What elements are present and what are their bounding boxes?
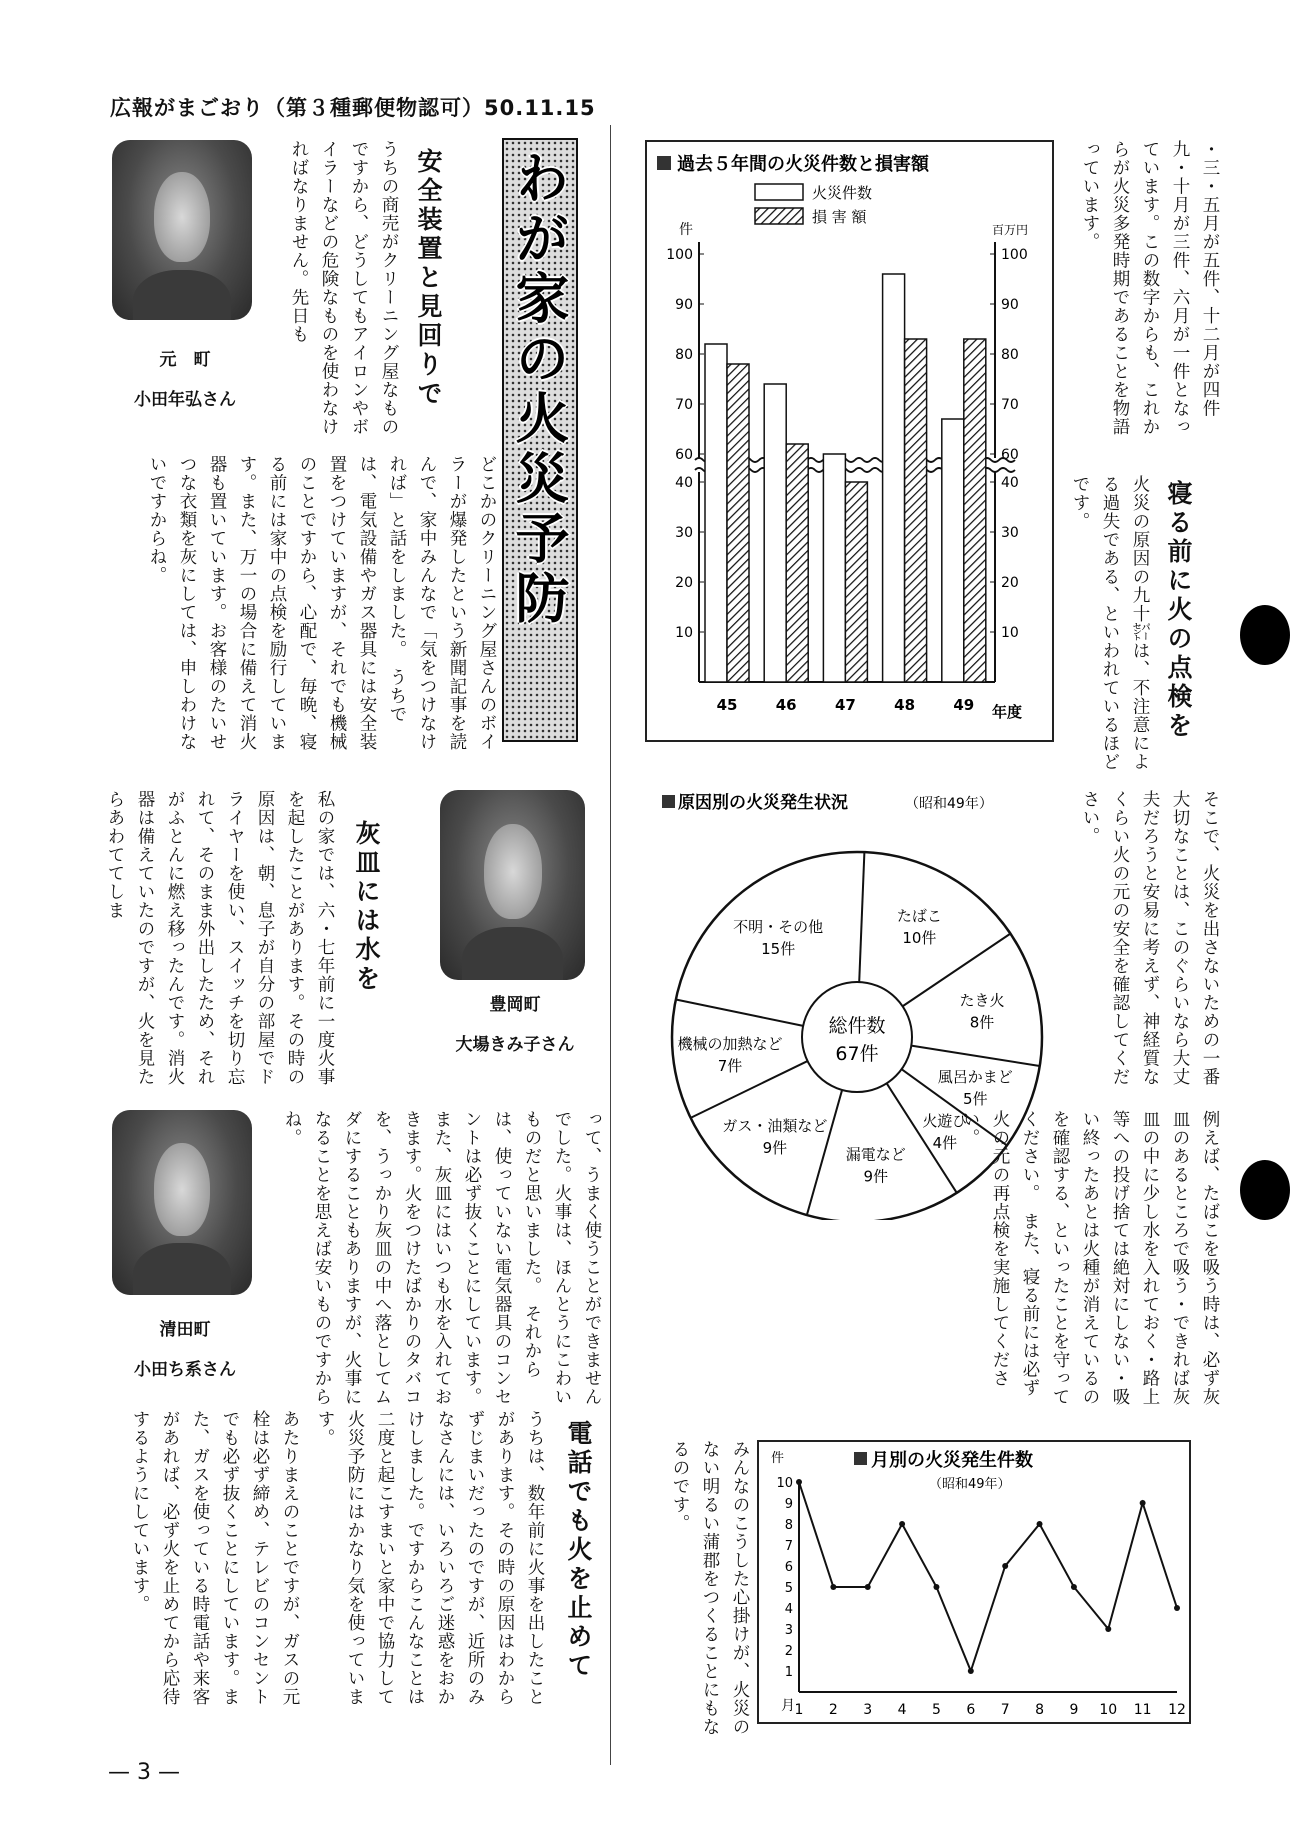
y-tick-label-left: 80	[675, 347, 693, 363]
line-point	[865, 1584, 871, 1590]
line-chart-subtitle: （昭和49年）	[929, 1477, 1011, 1492]
y-tick-label-right: 40	[1001, 475, 1019, 491]
section-1-heading: 安全装置と見回りで	[414, 148, 443, 409]
y-tick-label-left: 70	[675, 397, 693, 413]
section-2-continued: って、うまく使うことができませんでした。火事は、ほんとうにこわいものだと思いました。 それからは、使っていない電気器具のコンセントは必ず抜くことにしています。また、灰皿にはいつも水を入れておきます。火をつけたばかりのタバコを、うっかり灰皿の中へ落としてムダにすることもありますが、火事になることを思えば安いものですからね。	[282, 1110, 602, 1406]
bar-damage-45	[727, 364, 749, 682]
line-point	[933, 1584, 939, 1590]
column-divider	[610, 125, 611, 1765]
section-3-heading: 電話でも火を止めて	[564, 1420, 593, 1681]
bar-chart	[647, 142, 1052, 740]
line-point	[830, 1584, 836, 1590]
line-x-tick-label: 2	[828, 1702, 838, 1718]
y-tick-label-right: 80	[1001, 347, 1019, 363]
x-tick-label: 49	[953, 696, 975, 714]
pie-slice-count: 8件	[969, 1013, 995, 1032]
pie-slice-count: 9件	[762, 1139, 788, 1158]
pie-chart-subtitle: （昭和49年）	[905, 796, 993, 812]
legend-label-count: 火災件数	[812, 184, 873, 202]
line-y-tick-label: 9	[784, 1497, 793, 1512]
person-1-name: 小田年弘さん	[134, 390, 236, 410]
pie-center-label: 総件数	[828, 1015, 886, 1037]
pie-center-value: 67件	[835, 1043, 879, 1065]
pie-slice-count: 7件	[717, 1056, 743, 1075]
line-chart	[759, 1442, 1189, 1722]
line-x-tick-label: 10	[1099, 1702, 1118, 1718]
line-x-tick-label: 9	[1069, 1702, 1079, 1718]
pie-slice-count: 10件	[902, 929, 937, 948]
line-y-tick-label: 8	[784, 1518, 793, 1533]
line-y-tick-label: 10	[776, 1476, 793, 1491]
y-tick-label-right: 90	[1001, 297, 1019, 313]
legend-label-damage: 損 害 額	[812, 208, 867, 226]
line-chart-title: 月別の火災発生件数	[871, 1450, 1033, 1471]
portrait-photo-3	[112, 1110, 252, 1295]
line-y-tick-label: 6	[784, 1560, 793, 1575]
right-text-3: そこで、火災を出さないための一番大切なことは、このぐらいなら大丈夫だろうと安易に考えず、神経質なくらい火の元の安全を確認してください。	[1080, 790, 1220, 1086]
pie-slice-label: ガス・油類など	[722, 1117, 828, 1136]
line-point	[1037, 1521, 1043, 1527]
y-tick-label-right: 60	[1001, 447, 1019, 463]
pie-slice-count: 5件	[963, 1089, 988, 1108]
pie-slice-label: 風呂かまど	[937, 1067, 1013, 1086]
line-y-tick-label: 7	[784, 1539, 793, 1554]
y-tick-label-left: 30	[675, 525, 693, 541]
line-point	[1105, 1626, 1111, 1632]
line-x-tick-label: 6	[966, 1702, 976, 1718]
line-x-tick-label: 3	[863, 1702, 873, 1718]
pie-slice-count: 15件	[761, 940, 796, 959]
section-1-continued: どこかのクリーニング屋さんのボイラーが爆発したという新聞記事を読んで、家中みんなで「気をつけなければ」と話をしました。 うちでは、電気設備やガス器具には安全装置をつけていますが、それでも機械のことですから、心配で、毎晩、寝る前には家中の点検を励行しています。また、万一の場合に備えて消火器も置いています。お客様のたいせつな衣類を灰にしては、申しわけないですからね。	[147, 455, 497, 751]
section-2-heading: 灰皿には水を	[352, 820, 381, 994]
binding-hole-1	[1240, 605, 1290, 665]
right-text-3b: 例えば、たばこを吸う時は、必ず灰皿のあるところで吸う・できれば灰皿の中に少し水を入れておく・路上等への投げ捨ては絶対にしない・吸い終ったあとは火種が消えているのを確認する、といったことを守ってください。 また、寝る前には必ず火の元の再点検を実施してください。	[960, 1110, 1220, 1406]
right-text-4: みんなのこうした心掛けが、火災のない明るい蒲郡をつくることにもなるのです。	[670, 1440, 750, 1736]
line-y-tick-label: 1	[784, 1665, 793, 1680]
portrait-photo-1	[112, 140, 252, 320]
y-right-unit: 百万円	[992, 223, 1029, 237]
line-point	[1174, 1605, 1180, 1611]
page-header: 広報がまごおり（第３種郵便物認可）50.11.15	[110, 96, 596, 120]
line-x-tick-label: 1	[794, 1702, 804, 1718]
bar-count-47	[823, 454, 845, 682]
person-2-town: 豊岡町	[489, 995, 541, 1015]
page-number: — 3 —	[108, 1760, 180, 1785]
line-point	[796, 1479, 802, 1485]
y-tick-label-right: 30	[1001, 525, 1019, 541]
right-heading-2: 寝る前に火の点検を	[1164, 480, 1193, 741]
pie-slice-count: 4件	[932, 1134, 958, 1153]
y-tick-label-right: 70	[1001, 397, 1019, 413]
line-x-tick-label: 12	[1168, 1702, 1186, 1718]
y-tick-label-left: 10	[675, 625, 693, 641]
x-tick-label: 45	[716, 696, 738, 714]
bar-chart-box	[645, 140, 1054, 742]
line-series	[799, 1482, 1177, 1671]
line-x-tick-label: 5	[931, 1702, 941, 1718]
line-y-tick-label: 4	[784, 1602, 793, 1617]
y-left-unit: 件	[679, 222, 693, 238]
x-tick-label: 46	[775, 696, 797, 714]
line-point	[968, 1668, 974, 1674]
y-tick-label-left: 100	[666, 247, 693, 263]
bar-damage-49	[964, 339, 986, 682]
section-2-text: 私の家では、六・七年前に一度火事を起したことがあります。その時の原因は、朝、息子が自分の部屋でドライヤーを使い、スイッチを切り忘れて、そのまま外出したため、それがふとんに燃え移ったんです。消火器は備えていたのですが、火を見たらあわててしま	[105, 790, 335, 1086]
line-y-tick-label: 2	[784, 1644, 793, 1659]
y-tick-label-left: 20	[675, 575, 693, 591]
line-x-tick-label: 8	[1035, 1702, 1045, 1718]
line-x-unit: 月	[781, 1698, 795, 1714]
bar-count-46	[764, 384, 786, 682]
line-point	[1002, 1563, 1008, 1569]
pie-slice-count: 9件	[863, 1167, 889, 1186]
person-3-town: 清田町	[159, 1320, 211, 1340]
x-tick-label: 48	[894, 696, 916, 714]
pie-slice-label: たばこ	[896, 907, 942, 926]
line-y-tick-label: 5	[784, 1581, 793, 1596]
person-1-town: 元 町	[159, 350, 211, 370]
portrait-photo-2	[440, 790, 585, 980]
section-3-continued: あたりまえのことですが、ガスの元栓は必ず締め、テレビのコンセントでも必ず抜くことにしています。また、ガスを使っている時電話や来客があれば、必ず火を止めてから応待するようにしています。	[130, 1410, 300, 1706]
line-point	[1140, 1500, 1146, 1506]
pie-slice-label: 火遊び	[922, 1112, 968, 1131]
y-tick-label-right: 10	[1001, 625, 1019, 641]
y-tick-label-left: 60	[675, 447, 693, 463]
y-tick-label-right: 100	[1001, 247, 1028, 263]
pie-slice-label: たき火	[959, 991, 1005, 1010]
line-x-tick-label: 11	[1133, 1702, 1152, 1718]
x-axis-label: 年度	[992, 703, 1023, 721]
line-x-tick-label: 4	[897, 1702, 907, 1718]
person-3-name: 小田ち系さん	[134, 1360, 236, 1380]
x-tick-label: 47	[834, 696, 856, 714]
y-tick-label-left: 40	[675, 475, 693, 491]
page-title: わが家の火災予防	[507, 150, 570, 630]
right-text-2: 火災の原因の九十㌫は、不注意による過失である、といわれているほどです。	[1070, 475, 1150, 771]
y-tick-label-right: 20	[1001, 575, 1019, 591]
section-3-text: うちは、数年前に火事を出したことがあります。その時の原因はわからずじまいだったのですが、近所のみなさんには、いろいろご迷惑をおかけしました。ですからこんなことは二度と起こすまいと家中で協力して火災予防にはかなり気を使っています。	[315, 1410, 545, 1706]
bar-chart-title: 過去５年間の火災件数と損害額	[677, 154, 929, 175]
bar-count-48	[883, 274, 905, 682]
bar-damage-46	[786, 444, 808, 682]
bar-damage-48	[905, 339, 927, 682]
line-y-unit: 件	[771, 1451, 785, 1466]
bar-damage-47	[845, 482, 867, 682]
right-text-1: ・三・五月が五件、十二月が四件九・十月が三件、六月が一件となっています。この数字からも、これからが火災多発時期であることを物語っています。	[1080, 140, 1220, 436]
bar-count-49	[942, 419, 964, 682]
line-point	[1071, 1584, 1077, 1590]
pie-chart-title: 原因別の火災発生状況	[678, 793, 848, 813]
pie-slice-label: 機械の加熱など	[677, 1034, 783, 1053]
y-tick-label-left: 90	[675, 297, 693, 313]
line-chart-box	[757, 1440, 1191, 1724]
section-1-text: うちの商売がクリーニング屋なものですから、どうしてもアイロンやボイラーなどの危険なものを使わなければなりません。先日も	[289, 140, 399, 436]
pie-slice-label: 不明・その他	[733, 918, 824, 937]
bar-count-45	[705, 344, 727, 682]
person-2-name: 大場きみ子さん	[455, 1035, 575, 1055]
line-y-tick-label: 3	[784, 1623, 793, 1638]
line-point	[899, 1521, 905, 1527]
pie-slice-label: 漏電など	[845, 1145, 906, 1164]
line-x-tick-label: 7	[1000, 1702, 1010, 1718]
binding-hole-2	[1240, 1160, 1290, 1220]
